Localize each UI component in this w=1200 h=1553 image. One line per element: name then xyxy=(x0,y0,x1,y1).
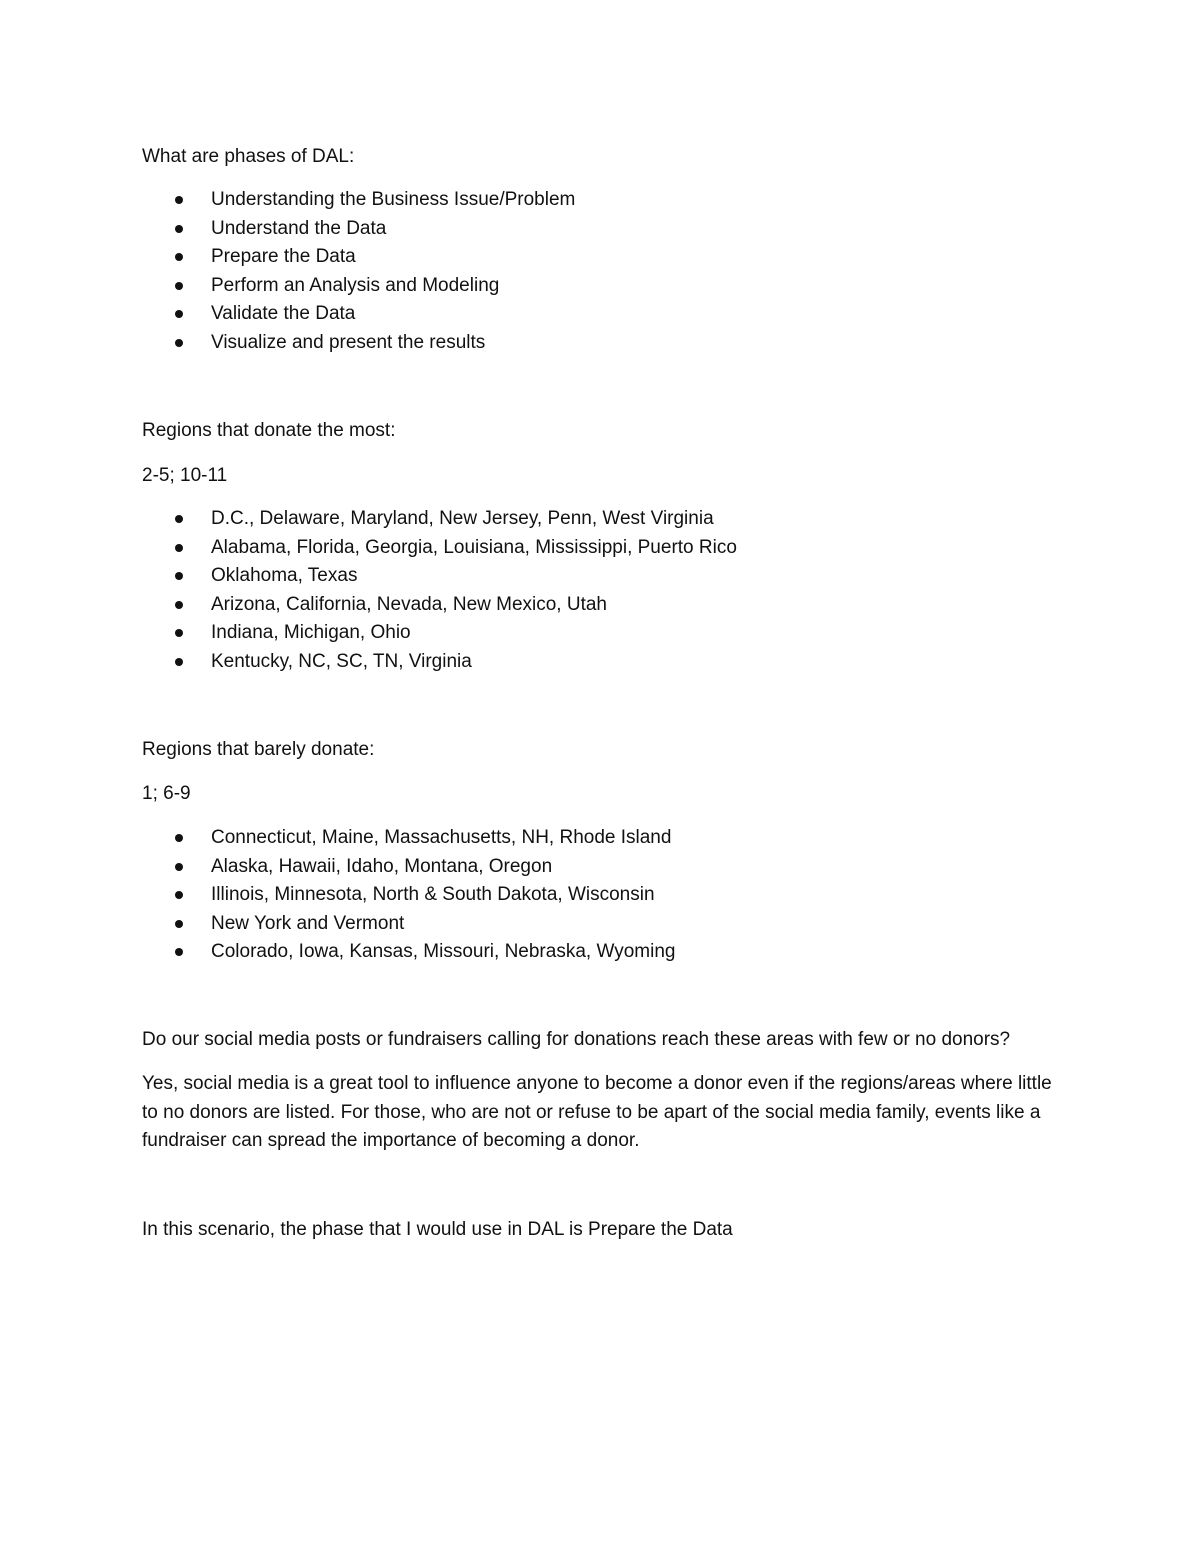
bullet-icon xyxy=(175,601,183,609)
bullet-icon xyxy=(175,920,183,928)
list-item: Colorado, Iowa, Kansas, Missouri, Nebraska, Wyoming xyxy=(142,938,1062,967)
list-item: Prepare the Data xyxy=(142,243,1062,272)
donate-barely-heading: Regions that barely donate: xyxy=(142,739,375,760)
list-item: D.C., Delaware, Maryland, New Jersey, Penn, West Virginia xyxy=(142,505,1062,534)
answer-paragraph: Yes, social media is a great tool to influence anyone to become a donor even if the regions/areas where little to no donors are listed. For those, who are not or refuse to be apart of the social media family, events like a fundraiser can spread the importance of becoming a donor. xyxy=(142,1073,1052,1151)
bullet-icon xyxy=(175,658,183,666)
donate-barely-ranges: 1; 6-9 xyxy=(142,783,191,804)
bullet-icon xyxy=(175,339,183,347)
phases-heading: What are phases of DAL: xyxy=(142,146,355,167)
bullet-icon xyxy=(175,544,183,552)
list-item: Oklahoma, Texas xyxy=(142,562,1062,591)
question-text: Do our social media posts or fundraisers calling for donations reach these areas with few or no donors? xyxy=(142,1029,1011,1050)
phases-list xyxy=(142,186,1062,357)
list-item: Alaska, Hawaii, Idaho, Montana, Oregon xyxy=(142,853,1062,882)
bullet-icon xyxy=(175,629,183,637)
bullet-icon xyxy=(175,253,183,261)
bullet-icon xyxy=(175,225,183,233)
bullet-icon xyxy=(175,515,183,523)
bullet-icon xyxy=(175,282,183,290)
list-item: Alabama, Florida, Georgia, Louisiana, Mississippi, Puerto Rico xyxy=(142,534,1062,563)
donate-barely-list xyxy=(142,824,1062,967)
list-item: Illinois, Minnesota, North & South Dakota, Wisconsin xyxy=(142,881,1062,910)
list-item: Indiana, Michigan, Ohio xyxy=(142,619,1062,648)
list-item: Understanding the Business Issue/Problem xyxy=(142,186,1062,215)
list-item: Kentucky, NC, SC, TN, Virginia xyxy=(142,648,1062,677)
list-item: Connecticut, Maine, Massachusetts, NH, Rhode Island xyxy=(142,824,1062,853)
list-item: Visualize and present the results xyxy=(142,329,1062,358)
donate-most-ranges: 2-5; 10-11 xyxy=(142,465,228,486)
list-item: New York and Vermont xyxy=(142,910,1062,939)
bullet-icon xyxy=(175,834,183,842)
bullet-icon xyxy=(175,572,183,580)
list-item: Perform an Analysis and Modeling xyxy=(142,272,1062,301)
bullet-icon xyxy=(175,863,183,871)
bullet-icon xyxy=(175,196,183,204)
bullet-icon xyxy=(175,948,183,956)
conclusion-text: In this scenario, the phase that I would use in DAL is Prepare the Data xyxy=(142,1219,733,1240)
list-item: Arizona, California, Nevada, New Mexico, Utah xyxy=(142,591,1062,620)
donate-most-heading: Regions that donate the most: xyxy=(142,420,396,441)
list-item: Understand the Data xyxy=(142,215,1062,244)
donate-most-list xyxy=(142,505,1062,676)
list-item: Validate the Data xyxy=(142,300,1062,329)
bullet-icon xyxy=(175,310,183,318)
bullet-icon xyxy=(175,891,183,899)
